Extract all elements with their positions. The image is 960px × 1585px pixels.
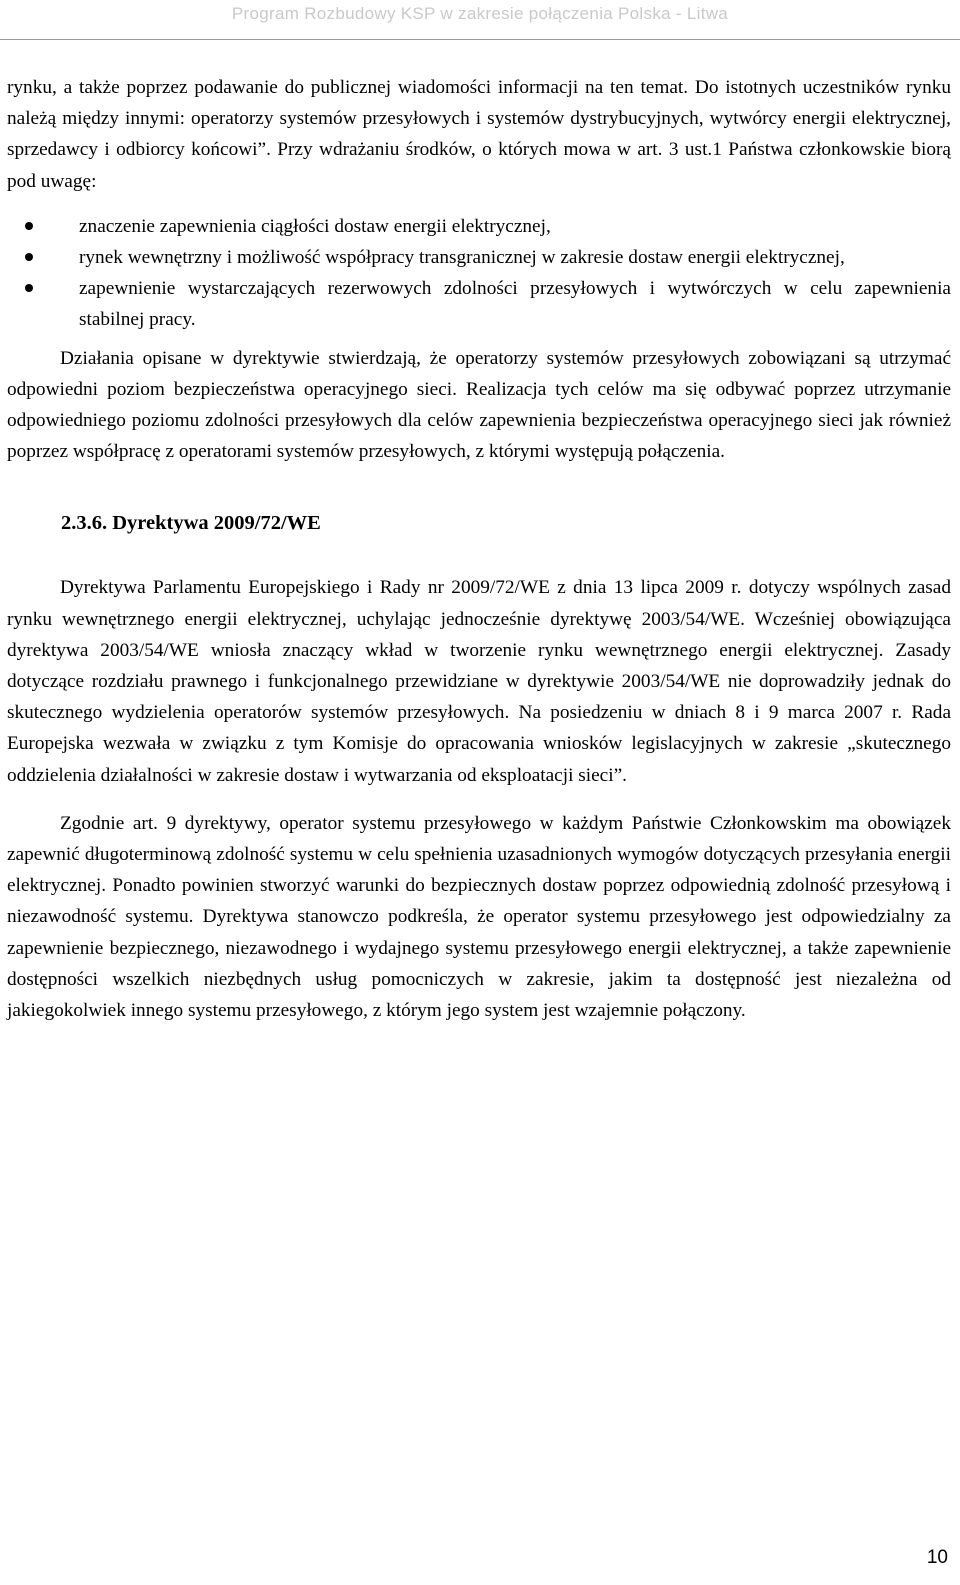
- list-item: rynek wewnętrzny i możliwość współpracy transgranicznej w zakresie dostaw energii elektrycznej,: [79, 242, 951, 273]
- directive-paragraph: Dyrektywa Parlamentu Europejskiego i Rady nr 2009/72/WE z dnia 13 lipca 2009 r. dotyczy wspólnych zasad rynku wewnętrznego energii elektrycznej, uchylając jednocześnie dyrektywę 2003/54/WE. Wcześniej obowiązująca dyrektywa 2003/54/WE wniosła znaczący wkład w tworzenie rynku wewnętrznego energii elektrycznej. Zasady dotyczące rozdziału prawnego i funkcjonalnego przewidziane w dyrektywie 2003/54/WE nie doprowadziły jednak do skutecznego wydzielenia operatorów systemów przesyłowych. Na posiedzeniu w dniach 8 i 9 marca 2007 r. Rada Europejska wezwała w związku z tym Komisje do opracowania wniosków legislacyjnych w zakresie „skutecznego oddzielenia działalności w zakresie dostaw i wytwarzania od eksploatacji sieci”.: [7, 577, 951, 786]
- considerations-list: [7, 211, 951, 336]
- header-divider: [0, 39, 960, 40]
- page-number: 10: [926, 1547, 948, 1568]
- article9-paragraph: Zgodnie art. 9 dyrektywy, operator systemu przesyłowego w każdym Państwie Członkowskim ma obowiązek zapewnić długoterminową zdolność systemu w celu spełnienia uzasadnionych wymogów dotyczących przesyłania energii elektrycznej. Ponadto powinien stworzyć warunki do bezpiecznych dostaw poprzez odpowiednią zdolność przesyłową i niezawodność systemu. Dyrektywa stanowczo podkreśla, że operator systemu przesyłowego jest odpowiedzialny za zapewnienie bezpiecznego, niezawodnego i wydajnego systemu przesyłowego energii elektrycznej, a także zapewnienie dostępności wszelkich niezbędnych usług pomocniczych w zakresie, jakim ta dostępność jest niezależna od jakiegokolwiek innego systemu przesyłowego, z którym jego system jest wzajemnie połączony.: [7, 812, 951, 1022]
- list-item: zapewnienie wystarczających rezerwowych zdolności przesyłowych i wytwórczych w celu zapewnienia stabilnej pracy.: [79, 273, 951, 335]
- running-header: Program Rozbudowy KSP w zakresie połączenia Polska - Litwa: [231, 4, 729, 23]
- intro-paragraph: rynku, a także poprzez podawanie do publicznej wiadomości informacji na ten temat. Do istotnych uczestników rynku należą między innymi: operatorzy systemów przesyłowych i systemów dystrybucyjnych, wytwórcy energii elektrycznej, sprzedawcy i odbiorcy końcowi”. Przy wdrażaniu środków, o których mowa w art. 3 ust.1 Państwa członkowskie biorą pod uwagę:: [7, 77, 951, 192]
- document-body: [7, 72, 951, 1026]
- section-heading: 2.3.6. Dyrektywa 2009/72/WE: [61, 512, 321, 535]
- list-item: znaczenie zapewnienia ciągłości dostaw energii elektrycznej,: [79, 211, 951, 242]
- actions-paragraph: Działania opisane w dyrektywie stwierdzają, że operatorzy systemów przesyłowych zobowiązani są utrzymać odpowiedni poziom bezpieczeństwa operacyjnego sieci. Realizacja tych celów ma się odbywać poprzez utrzymanie odpowiedniego poziomu zdolności przesyłowych dla celów zapewnienia bezpieczeństwa operacyjnego sieci jak również poprzez współpracę z operatorami systemów przesyłowych, z którymi występują połączenia.: [7, 347, 951, 463]
